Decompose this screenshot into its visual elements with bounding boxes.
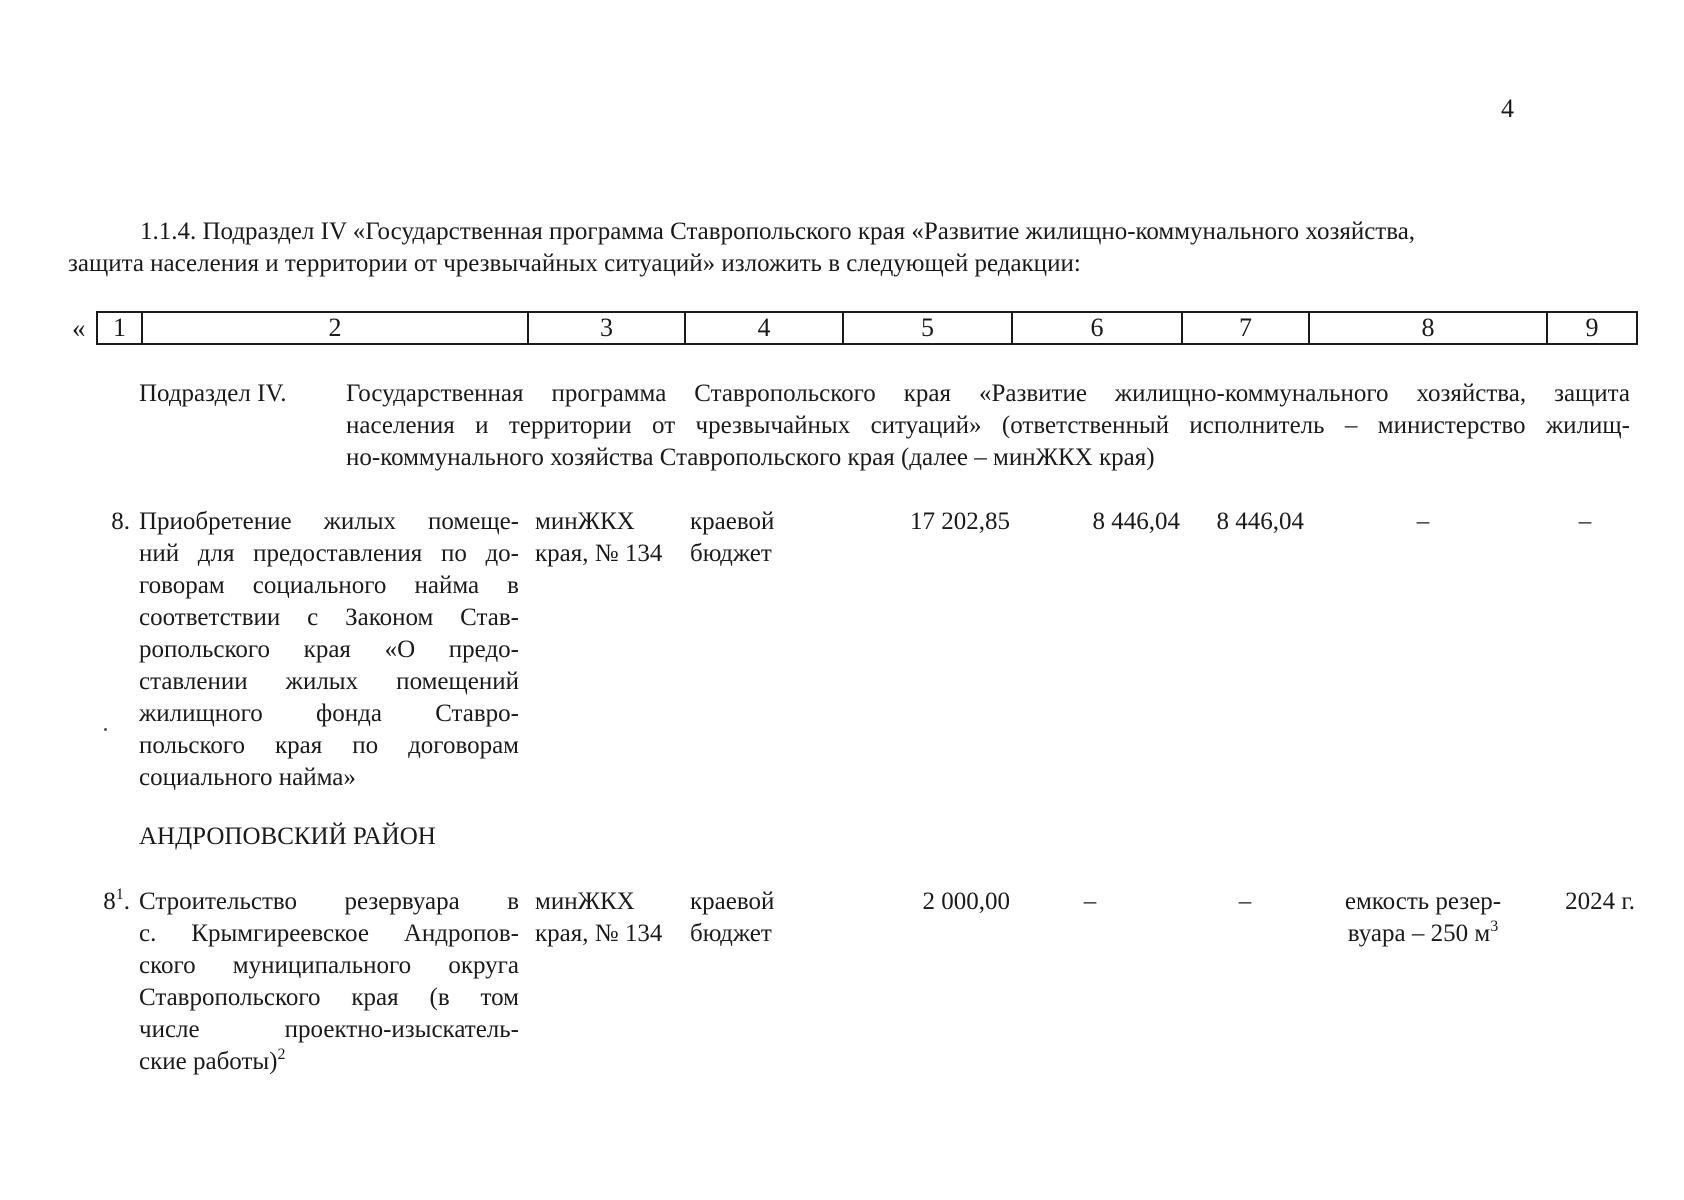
row-col7: – (1238, 888, 1252, 915)
name-line: жилищного фонда Ставро- (139, 700, 519, 727)
row-name (139, 506, 519, 794)
row-number-sup: 1 (115, 886, 124, 903)
responsible-line-1: минЖКХ (535, 508, 635, 535)
row-col6: – (1083, 888, 1097, 915)
subsection-line-3: но-коммунального хозяйства Ставропольского края (далее – минЖКХ края) (346, 444, 1155, 471)
header-col-1: 1 (97, 312, 142, 344)
opening-quote: « (72, 313, 86, 343)
footnote-ref: 2 (277, 1046, 286, 1063)
indicator-sup: 3 (1490, 918, 1499, 935)
row-number-base: 8 (103, 888, 116, 915)
indicator-line-2-text: вуара – 250 м (1347, 920, 1491, 947)
header-col-4: 4 (685, 312, 843, 344)
responsible-line-2: края, № 134 (535, 540, 663, 567)
name-line: социального найма» (139, 764, 356, 791)
name-line: польского края по договорам (139, 732, 519, 759)
subsection-line-2: населения и территории от чрезвычайных ситуаций» (ответственный исполнитель – министерство жилищ- (346, 412, 1630, 439)
row-number (92, 886, 130, 918)
name-line: говорам социального найма в (139, 572, 519, 599)
name-line-last (139, 1046, 519, 1078)
source-line-1: краевой (690, 888, 775, 915)
source-line-2: бюджет (690, 540, 772, 567)
name-line: ний для предоставления по до- (139, 540, 519, 567)
indicator-line-2 (1318, 918, 1528, 950)
row-amount: 17 202,85 (910, 508, 1010, 535)
source-line-1: краевой (690, 508, 775, 535)
subsection-label: Подраздел IV. (139, 380, 287, 407)
name-line: с. Крымгиреевское Андропов- (139, 920, 519, 947)
name-line: ропольского края «О предо- (139, 636, 519, 663)
header-col-3: 3 (528, 312, 685, 344)
name-last-text: ские работы) (139, 1048, 278, 1075)
row-year: 2024 г. (1565, 888, 1635, 915)
header-col-7: 7 (1182, 312, 1309, 344)
row-number: 8. (111, 508, 130, 535)
header-col-5: 5 (843, 312, 1012, 344)
row-indicator (1318, 886, 1528, 950)
row-indicator: – (1416, 508, 1430, 535)
name-line: числе проектно-изыскатель- (139, 1016, 519, 1043)
row-funding-source (690, 506, 790, 570)
row-funding-source (690, 886, 790, 950)
scan-speck (104, 728, 107, 731)
intro-line-2: защита населения и территории от чрезвычайных ситуаций» изложить в следующей редакции: (68, 250, 1081, 277)
row-year: – (1578, 508, 1592, 535)
name-line: соответствии с Законом Став- (139, 604, 519, 631)
district-heading: АНДРОПОВСКИЙ РАЙОН (139, 823, 436, 850)
row-responsible (535, 886, 681, 950)
header-col-6: 6 (1012, 312, 1182, 344)
row-col6: 8 446,04 (1092, 508, 1180, 535)
column-number-header (96, 311, 1638, 345)
header-col-2: 2 (142, 312, 528, 344)
name-line: ского муниципального округа (139, 952, 519, 979)
name-line: Приобретение жилых помеще- (139, 508, 519, 535)
row-amount: 2 000,00 (922, 888, 1010, 915)
responsible-line-2: края, № 134 (535, 920, 663, 947)
header-col-8: 8 (1309, 312, 1547, 344)
responsible-line-1: минЖКХ (535, 888, 635, 915)
page-number: 4 (1501, 94, 1514, 123)
name-line: Строительство резервуара в (139, 888, 519, 915)
row-responsible (535, 506, 681, 570)
intro-line-1: 1.1.4. Подраздел IV «Государственная программа Ставропольского края «Развитие жилищно-коммунального хозяйства, (140, 218, 1416, 245)
header-col-9: 9 (1547, 312, 1637, 344)
subsection-line-1: Государственная программа Ставропольского края «Развитие жилищно-коммунального хозяйства, защита (346, 380, 1630, 407)
row-name (139, 886, 519, 1078)
intro-paragraph (68, 216, 1630, 280)
row-col7: 8 446,04 (1216, 508, 1304, 535)
source-line-2: бюджет (690, 920, 772, 947)
indicator-line-1: емкость резер- (1344, 888, 1502, 915)
name-line: ставлении жилых помещений (139, 668, 519, 695)
row-number-suffix: . (123, 888, 130, 915)
name-line: Ставропольского края (в том (139, 984, 519, 1011)
subsection-title (346, 378, 1630, 474)
